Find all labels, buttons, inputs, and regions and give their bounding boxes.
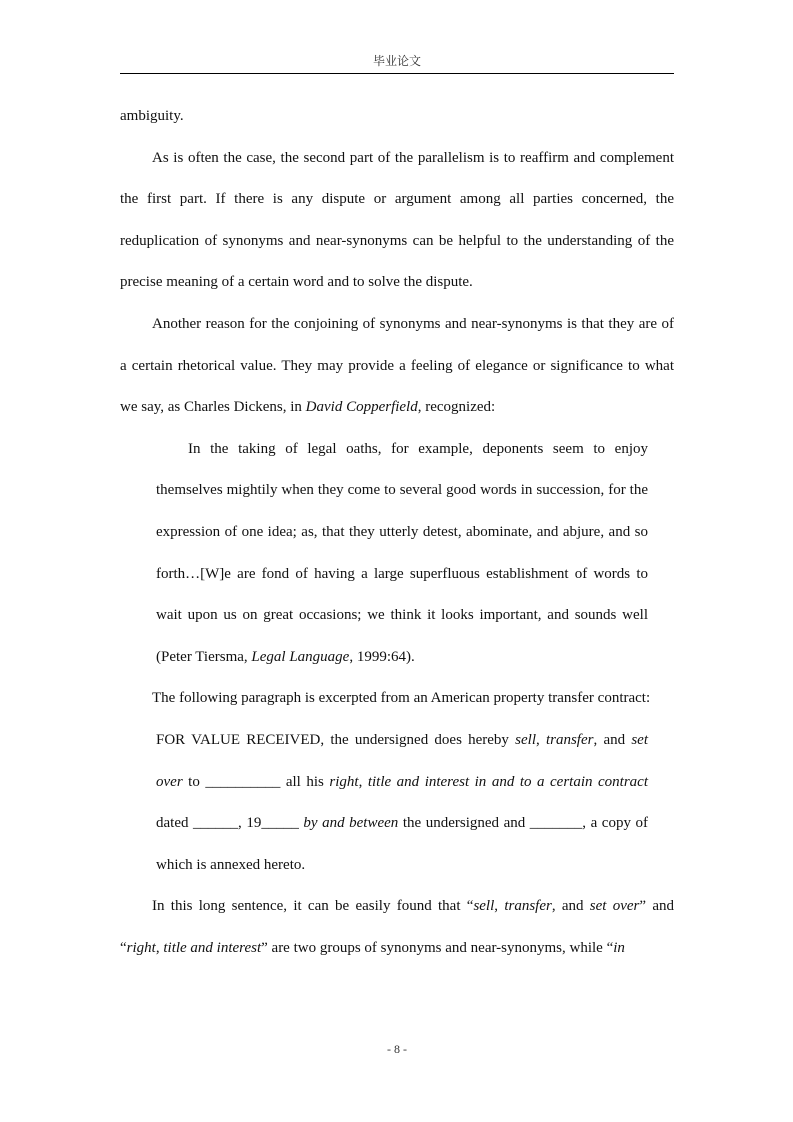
text-span: , and [593, 731, 632, 748]
italic-term: right [126, 939, 156, 956]
italic-term: transfer [504, 898, 552, 915]
text-span: In this long sentence, it can be easily found that “ [152, 898, 474, 915]
paragraph-parallelism: As is often the case, the second part of the parallelism is to reaffirm and complement the first part. If there is any dispute or argument among all parties concerned, the reduplication of synonyms and near-synonyms can be helpful to the understanding of the precise meaning of a certain word and to solve the dispute. [120, 149, 674, 291]
text-span: , [358, 773, 368, 790]
text-span: , [494, 898, 505, 915]
book-title-david-copperfield: David Copperfield [305, 399, 418, 416]
text-span: , [536, 731, 546, 748]
italic-term: transfer [545, 731, 594, 748]
paragraph-excerpt-intro: The following paragraph is excerpted from an American property transfer contract: [152, 690, 651, 707]
text-span: FOR VALUE RECEIVED, the undersigned does hereby [156, 731, 516, 748]
text-span: Another reason for the conjoining of synonyms and near-synonyms is that they are of a certain rhetorical value. They may provide a feeling of elegance or significance to what we say, as Charles Dickens, in [120, 315, 674, 416]
book-title-legal-language: Legal Language [251, 648, 350, 665]
italic-term: by and between [303, 815, 399, 832]
italic-term: in [613, 939, 625, 956]
page-header: 毕业论文 [372, 54, 421, 68]
block-quote-dickens [120, 429, 674, 679]
italic-term: title and interest [163, 939, 262, 956]
paragraph-ambiguity: ambiguity. [120, 108, 184, 124]
text-span: , and [551, 898, 590, 915]
paragraph-analysis [120, 886, 674, 969]
paragraph-rhetorical-value [120, 304, 674, 429]
italic-term: sell [515, 731, 536, 748]
text-span: the undersigned and _______, a copy of which is annexed hereto. [156, 815, 649, 873]
page-number: - 8 - [387, 1042, 407, 1056]
text-span: ” and “ [120, 898, 674, 956]
text-span: to __________ all his [182, 773, 330, 790]
italic-term: title and interest in and to a certain contract [367, 773, 649, 790]
text-span: dated ______, 19_____ [156, 815, 304, 832]
block-quote-contract [120, 720, 674, 886]
header-rule [120, 73, 674, 74]
italic-term: set over [589, 898, 640, 915]
italic-term: sell [473, 898, 495, 915]
text-span: ” are two groups of synonyms and near-synonyms, while “ [261, 939, 614, 956]
italic-term: right [329, 773, 359, 790]
italic-term: set over [156, 731, 648, 790]
text-span: In the taking of legal oaths, for example, deponents seem to enjoy themselves mightily when they come to several good words in succession, for the expression of one idea; as, that they utterly detest, abominate, and abjure, and so forth…[W]e are fond of having a large superfluous establishment of words to wait upon us on great occasions; we think it looks important, and sounds well (Peter Tiersma, [156, 440, 648, 665]
text-span: , 1999:64). [349, 648, 415, 665]
text-span: , [155, 939, 164, 956]
text-span: , recognized: [417, 399, 496, 416]
body-text [120, 96, 674, 969]
